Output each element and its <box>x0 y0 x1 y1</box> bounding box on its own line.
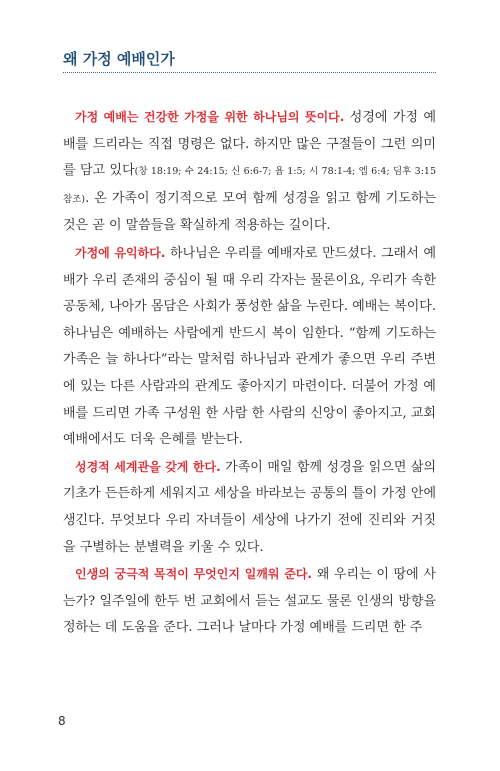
paragraph-1 <box>63 104 436 240</box>
title-divider <box>63 72 436 73</box>
page-number: 8 <box>58 714 66 728</box>
body-text <box>63 104 436 642</box>
paragraph-1-text: 성경에 가정 예배를 드리라는 직접 명령은 없다. 하지만 많은 구절들이 그런 의미를 담고 있다 <box>63 110 437 179</box>
chapter-title: 왜 가정 예배인가 <box>63 50 175 68</box>
paragraph-2-text: 하나님은 우리를 예배자로 만드셨다. 그래서 예배가 우리 존재의 중심이 될 때 우리 각자는 물론이요, 우리가 속한 공동체, 나아가 몸담은 사회가 풍성한 삶을 누린다. 예배는 복이다. 하나님은 예배하는 사람에게 반드시 복이 임한다. “함께 기도하는 가족은 늘 하나다”라는 말처럼 하나님과 관계가 좋으면 우리 주변에 있는 다른 사람과의 관계도 좋아지기 마련이다. 더불어 가정 예배를 드리면 가족 구성원 한 사람 한 사람의 신앙이 좋아지고, 교회 예배에서도 더욱 은혜를 받는다. <box>63 245 437 448</box>
paragraph-4-text: 왜 우리는 이 땅에 사는가? 일주일에 한두 번 교회에서 듣는 설교도 물론 인생의 방향을 정하는 데 도움을 준다. 그러나 날마다 가정 예배를 드리면 한 주 <box>63 567 436 636</box>
paragraph-2-highlight: 가정에 유익하다. <box>75 245 166 260</box>
paragraph-2 <box>63 240 436 454</box>
paragraph-1-text-cont: . 온 가족이 정기적으로 모여 함께 성경을 읽고 함께 기도하는 것은 곧 이 말씀들을 확실하게 적용하는 길이다. <box>63 190 436 234</box>
paragraph-3-highlight: 성경적 세계관을 갖게 한다. <box>75 459 221 474</box>
scripture-reference: (창 18:19; 수 24:15; 신 6:6-7; 욥 1:5; 시 78:1-4; 엡 6:4; 딤후 3:15 참조) <box>63 166 436 205</box>
paragraph-4 <box>63 561 436 642</box>
paragraph-1-highlight: 가정 예배는 건강한 가정을 위한 하나님의 뜻이다. <box>75 110 345 124</box>
paragraph-3-text: 가족이 매일 함께 성경을 읽으면 삶의 기초가 든든하게 세워지고 세상을 바라보는 공통의 틀이 가정 안에 생긴다. 무엇보다 우리 자녀들이 세상에 나가기 전에 진리와 거짓을 구별하는 분별력을 키울 수 있다. <box>63 459 436 555</box>
paragraph-3 <box>63 454 436 561</box>
paragraph-4-highlight: 인생의 궁극적 목적이 무엇인지 일깨워 준다. <box>75 567 312 582</box>
